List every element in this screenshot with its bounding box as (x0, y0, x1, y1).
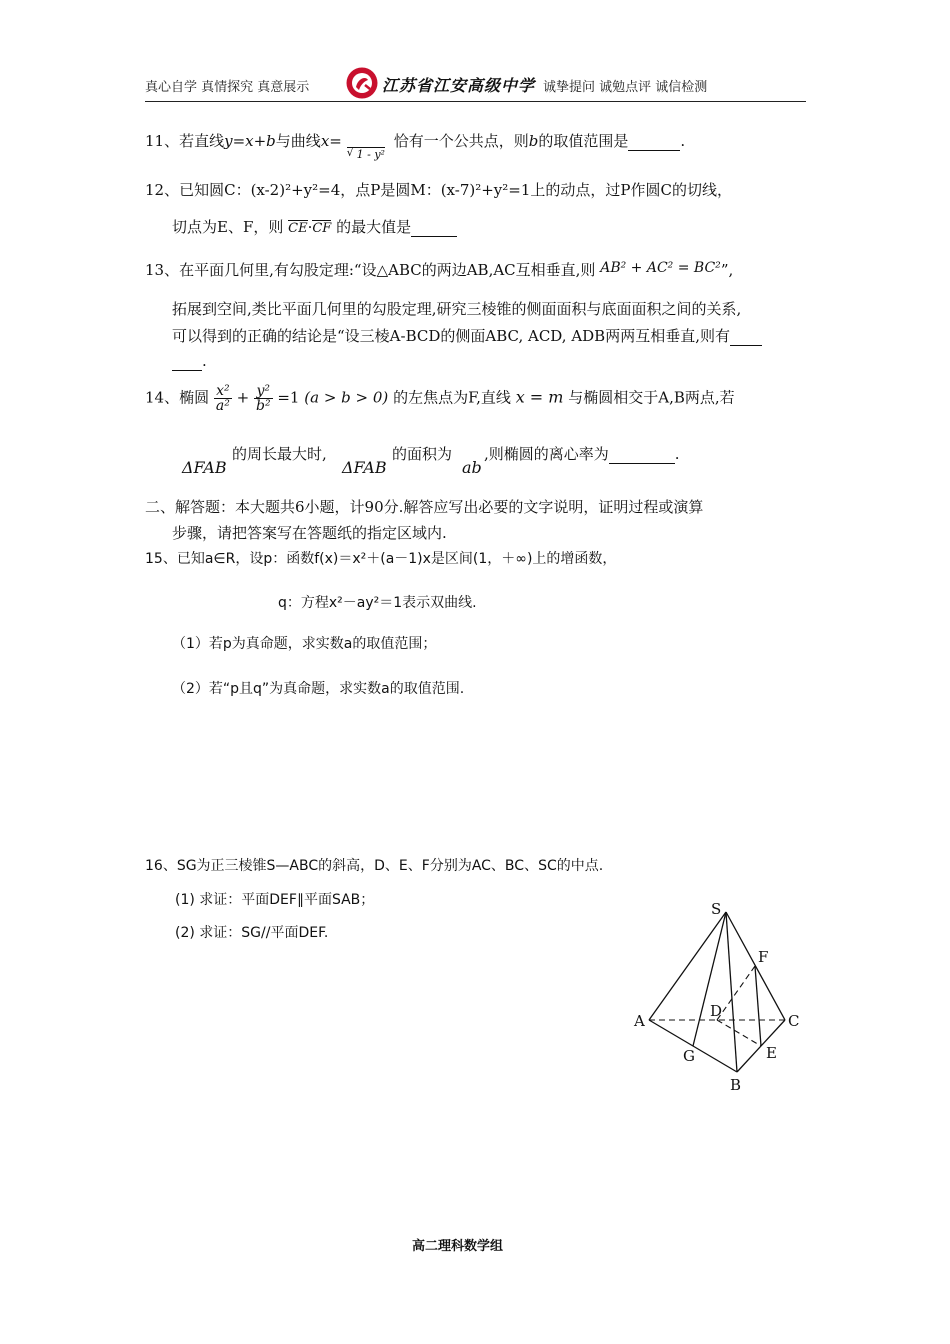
header-left-motto: 真心自学 真情探究 真意展示 (145, 80, 310, 95)
label-a: A (634, 1012, 645, 1030)
school-name: 江苏省江安高级中学 (382, 76, 536, 95)
school-logo (345, 66, 379, 104)
answer-blank-11 (628, 132, 680, 151)
segment-sg (693, 912, 726, 1046)
answer-blank-14 (609, 445, 675, 464)
question-14-text-b: 的面积为 (392, 445, 453, 463)
question-16-line1: 16、SG为正三棱锥S—ABC的斜高，D、E、F分别为AC、BC、SC的中点. (145, 858, 604, 874)
vector-ce: CE (288, 221, 308, 236)
triangle-fab-1: ΔFAB (182, 458, 227, 477)
question-15-part1: （1）若p为真命题，求实数a的取值范围； (172, 636, 437, 652)
question-13-line2: 拓展到空间,类比平面几何里的勾股定理,研究三棱锥的侧面面积与底面面积之间的关系, (172, 300, 742, 318)
vector-cf: CF (312, 221, 332, 236)
question-12-line2: 切点为E、F，则 CE·CF 的最大值是 (172, 216, 457, 237)
question-14-text-c: ,则椭圆的离心率为 . (484, 445, 680, 463)
footer-group-name: 高二理科数学组 (412, 1239, 504, 1254)
header-rule (145, 101, 806, 102)
question-13-line1: 13、在平面几何里,有勾股定理:“设△ABC的两边AB,AC互相垂直,则 AB² + AC² = BC²”, (145, 260, 734, 279)
question-14-line1: 14、椭圆 $\frac{\text{x²}}{\text{a²}}$ + $\frac{\text{y²}}{\text{b²}}$ =1 (a > b > 0) 的左焦点为F,直线 x = m 与椭圆相交于A,B两点,若 (145, 383, 735, 414)
question-14-text-a: 的周长最大时, (232, 445, 327, 463)
section-2-heading: 二、解答题：本大题共6小题，计90分.解答应写出必要的文字说明，证明过程或演算 (145, 498, 704, 516)
question-15-line1: 15、已知a∈R，设p：函数f(x)＝x²＋(a－1)x是区间(1，＋∞)上的增函数， (145, 551, 617, 567)
triangle-fab-2: ΔFAB (342, 458, 387, 477)
question-13-line4: . (172, 352, 207, 371)
segment-de-hidden (717, 1020, 761, 1046)
question-16-part1: (1) 求证：平面DEF∥平面SAB； (175, 892, 375, 908)
label-g: G (683, 1047, 695, 1065)
label-d: D (710, 1002, 723, 1020)
question-15-part2: （2）若“p且q”为真命题，求实数a的取值范围. (172, 681, 465, 697)
question-11: 11、若直线y=x+b与曲线x= √ 1 - y² 恰有一个公共点，则b的取值范围是 . (145, 132, 686, 161)
question-12-line1: 12、已知圆C：(x-2)²+y²=4，点P是圆M：(x-7)²+y²=1上的动点，过P作圆C的切线， (145, 181, 732, 199)
header-right-motto: 诚挚提问 诚勉点评 诚信检测 (543, 80, 708, 95)
edge-sb (726, 912, 737, 1072)
section-2-heading-line2: 步骤，请把答案写在答题纸的指定区域内. (172, 524, 447, 542)
ab-expression: ab (462, 458, 482, 477)
question-15-line2: q：方程x²－ay²＝1表示双曲线. (278, 595, 477, 611)
label-e: E (766, 1044, 777, 1062)
question-16-part2: (2) 求证：SG//平面DEF. (175, 925, 329, 941)
pyramid-figure (625, 900, 815, 1095)
label-c: C (788, 1012, 800, 1030)
fraction-x2-a2: $\frac{\text{x²}}{\text{a²}}$ (215, 383, 230, 414)
fraction-y2-b2: $\frac{\text{y²}}{\text{b²}}$ (256, 383, 271, 414)
segment-df-hidden (717, 966, 755, 1020)
pythagorean-formula: AB² + AC² = BC² (600, 260, 721, 276)
label-b: B (730, 1076, 742, 1094)
sqrt-expression: √ 1 - y² (346, 146, 385, 161)
label-s: S (711, 900, 722, 918)
answer-blank-12 (411, 218, 457, 237)
answer-blank-13 (172, 352, 202, 371)
question-13-line3: 可以得到的正确的结论是“设三棱A-BCD的侧面ABC, ACD, ADB两两互相垂直,则有 (172, 325, 762, 346)
label-f: F (758, 948, 769, 966)
segment-fe (755, 966, 761, 1046)
